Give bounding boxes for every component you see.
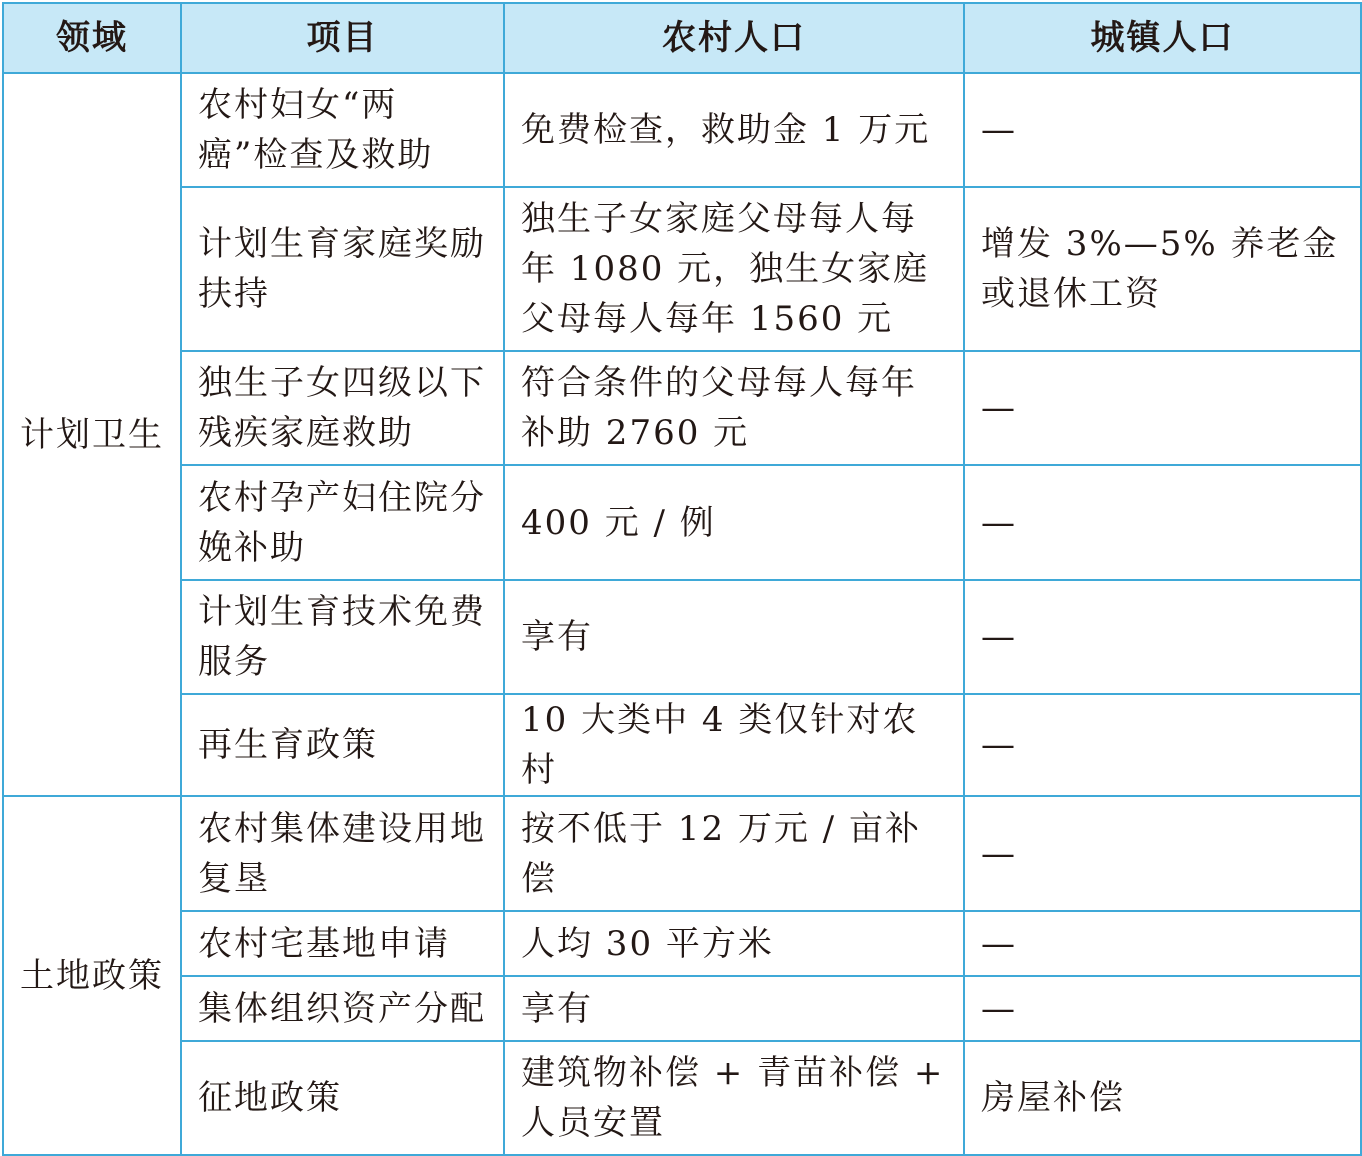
item-cell: 再生育政策 (181, 694, 504, 796)
table-row (3, 976, 1361, 1041)
item-cell: 独生子女四级以下残疾家庭救助 (181, 351, 504, 465)
item-cell: 计划生育家庭奖励扶持 (181, 187, 504, 351)
item-cell: 征地政策 (181, 1041, 504, 1155)
rural-cell: 按不低于 12 万元 / 亩补偿 (504, 796, 964, 911)
rural-cell: 免费检查，救助金 1 万元 (504, 73, 964, 187)
item-cell: 集体组织资产分配 (181, 976, 504, 1041)
item-cell: 农村孕产妇住院分娩补助 (181, 465, 504, 580)
urban-cell: — (964, 694, 1361, 796)
rural-cell: 建筑物补偿 + 青苗补偿 + 人员安置 (504, 1041, 964, 1155)
table-row (3, 911, 1361, 976)
table-row (3, 187, 1361, 351)
rural-cell: 10 大类中 4 类仅针对农村 (504, 694, 964, 796)
table-row (3, 694, 1361, 796)
urban-cell: 增发 3%—5% 养老金或退休工资 (964, 187, 1361, 351)
domain-cell: 土地政策 (3, 796, 181, 1155)
urban-cell: — (964, 796, 1361, 911)
urban-cell: — (964, 580, 1361, 694)
header-urban: 城镇人口 (964, 3, 1361, 73)
item-cell: 计划生育技术免费服务 (181, 580, 504, 694)
rural-cell: 人均 30 平方米 (504, 911, 964, 976)
rural-cell: 享有 (504, 580, 964, 694)
urban-cell: 房屋补偿 (964, 1041, 1361, 1155)
urban-cell: — (964, 465, 1361, 580)
header-item: 项目 (181, 3, 504, 73)
urban-cell: — (964, 351, 1361, 465)
urban-cell: — (964, 911, 1361, 976)
header-row (3, 3, 1361, 73)
domain-cell: 计划卫生 (3, 73, 181, 796)
item-cell: 农村宅基地申请 (181, 911, 504, 976)
item-cell: 农村妇女“两癌”检查及救助 (181, 73, 504, 187)
table-row (3, 465, 1361, 580)
rural-cell: 独生子女家庭父母每人每年 1080 元，独生女家庭父母每人每年 1560 元 (504, 187, 964, 351)
table-row (3, 73, 1361, 187)
header-rural: 农村人口 (504, 3, 964, 73)
table-row (3, 580, 1361, 694)
urban-cell: — (964, 73, 1361, 187)
urban-cell: — (964, 976, 1361, 1041)
rural-cell: 符合条件的父母每人每年补助 2760 元 (504, 351, 964, 465)
table-body (3, 73, 1361, 1155)
header-domain: 领域 (3, 3, 181, 73)
table-header (3, 3, 1361, 73)
table-row (3, 351, 1361, 465)
rural-cell: 400 元 / 例 (504, 465, 964, 580)
table-row (3, 796, 1361, 911)
item-cell: 农村集体建设用地复垦 (181, 796, 504, 911)
rural-cell: 享有 (504, 976, 964, 1041)
table-row (3, 1041, 1361, 1155)
policy-comparison-table (2, 2, 1362, 1156)
